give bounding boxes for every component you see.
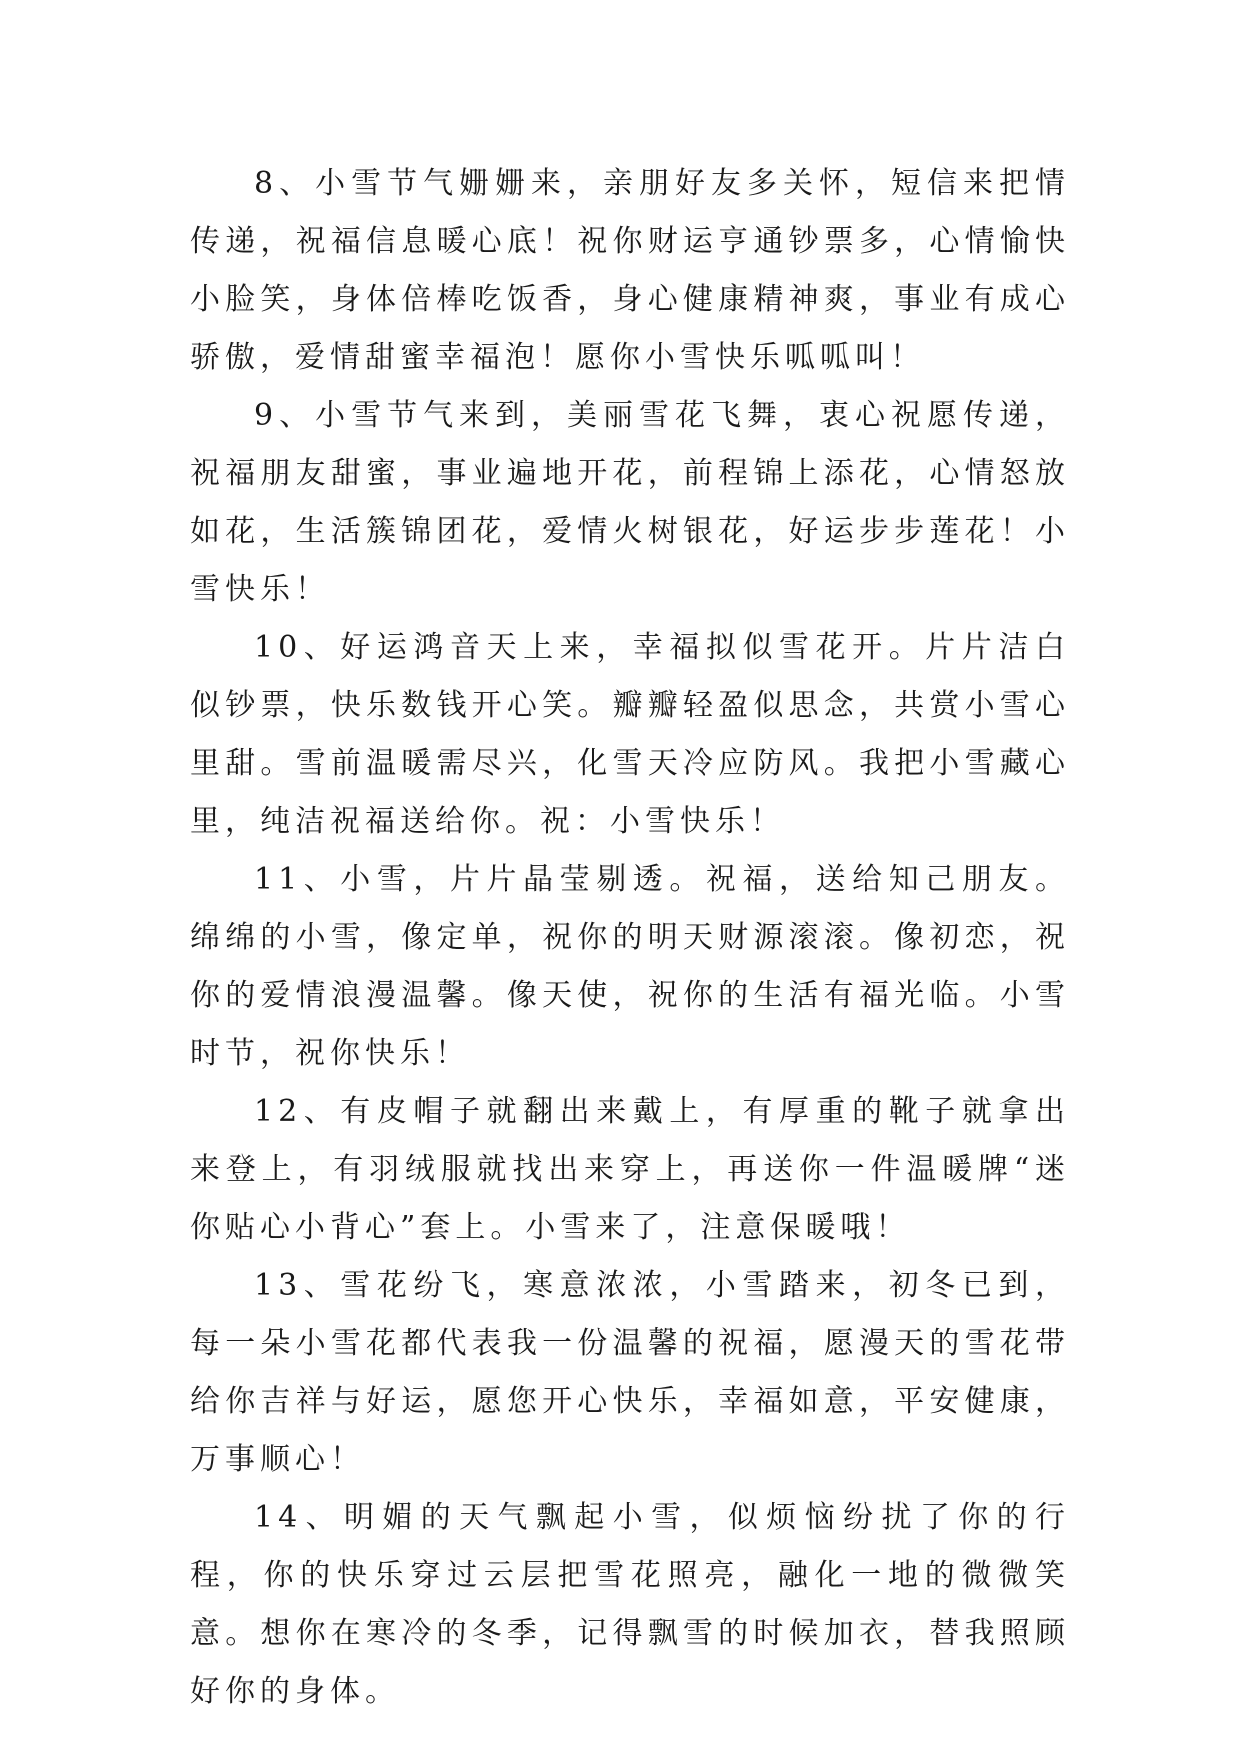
paragraph-13: 13、雪花纷飞，寒意浓浓，小雪踏来，初冬已到，每一朵小雪花都代表我一份温馨的祝福，愿漫天的雪花带给你吉祥与好运，愿您开心快乐，幸福如意，平安健康，万事顺心！ xyxy=(190,1268,1070,1477)
document-body xyxy=(190,155,1070,1721)
paragraph-10: 10、好运鸿音天上来，幸福拟似雪花开。片片洁白似钞票，快乐数钱开心笑。瓣瓣轻盈似思念，共赏小雪心里甜。雪前温暖需尽兴，化雪天冷应防风。我把小雪藏心里，纯洁祝福送给你。祝：小雪快乐！ xyxy=(190,630,1070,839)
paragraph-11: 11、小雪，片片晶莹剔透。祝福，送给知己朋友。绵绵的小雪，像定单，祝你的明天财源滚滚。像初恋，祝你的爱情浪漫温馨。像天使，祝你的生活有福光临。小雪时节，祝你快乐！ xyxy=(190,862,1070,1071)
paragraph-12: 12、有皮帽子就翻出来戴上，有厚重的靴子就拿出来登上，有羽绒服就找出来穿上，再送你一件温暖牌“迷你贴心小背心”套上。小雪来了，注意保暖哦！ xyxy=(190,1094,1070,1245)
paragraph-8: 8、小雪节气姗姗来，亲朋好友多关怀，短信来把情传递，祝福信息暖心底！祝你财运亨通钞票多，心情愉快小脸笑，身体倍棒吃饭香，身心健康精神爽，事业有成心骄傲，爱情甜蜜幸福泡！愿你小雪快乐呱呱叫！ xyxy=(190,166,1070,375)
paragraph-14: 14、明媚的天气飘起小雪，似烦恼纷扰了你的行程，你的快乐穿过云层把雪花照亮，融化一地的微微笑意。想你在寒冷的冬季，记得飘雪的时候加衣，替我照顾好你的身体。 xyxy=(190,1500,1070,1709)
paragraph-9: 9、小雪节气来到，美丽雪花飞舞，衷心祝愿传递，祝福朋友甜蜜，事业遍地开花，前程锦上添花，心情怒放如花，生活簇锦团花，爱情火树银花，好运步步莲花！小雪快乐！ xyxy=(190,398,1070,607)
